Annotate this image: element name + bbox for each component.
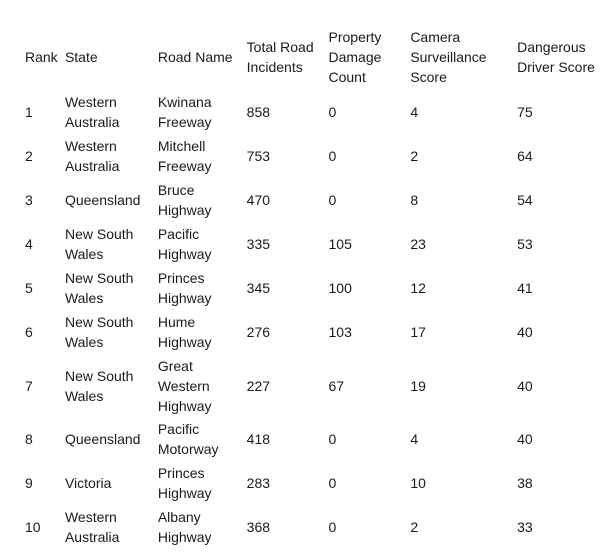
cell-camera-surveillance-score: 10 bbox=[410, 475, 426, 491]
cell-camera-surveillance-score: 4 bbox=[410, 431, 419, 447]
cell-camera-surveillance-score: 8 bbox=[410, 192, 419, 208]
cell-state: Western Australia bbox=[64, 94, 120, 130]
cell-camera-surveillance-score: 17 bbox=[410, 324, 426, 340]
table-row bbox=[22, 178, 612, 222]
cell-rank: 9 bbox=[25, 475, 33, 491]
cell-camera-surveillance-score: 23 bbox=[410, 236, 426, 252]
cell-total-road-incidents: 368 bbox=[246, 519, 271, 535]
cell-property-damage-count: 103 bbox=[328, 324, 352, 340]
cell-camera-surveillance-score: 19 bbox=[410, 377, 426, 394]
cell-dangerous-driver-score: 54 bbox=[517, 192, 533, 208]
cell-property-damage-count: 105 bbox=[328, 236, 352, 252]
cell-road-name: Pacific Highway bbox=[157, 226, 212, 262]
header-total-road-incidents: Total Road Incidents bbox=[246, 39, 314, 75]
header-state: State bbox=[64, 49, 98, 65]
cell-rank: 4 bbox=[25, 236, 33, 252]
cell-property-damage-count: 0 bbox=[328, 519, 337, 535]
cell-state: New South Wales bbox=[64, 314, 134, 350]
cell-state: New South Wales bbox=[64, 367, 134, 404]
cell-state: Queensland bbox=[64, 192, 141, 208]
cell-camera-surveillance-score: 12 bbox=[410, 280, 426, 296]
cell-camera-surveillance-score: 4 bbox=[410, 104, 419, 120]
cell-dangerous-driver-score: 33 bbox=[517, 519, 533, 535]
cell-total-road-incidents: 335 bbox=[246, 236, 271, 252]
cell-rank: 5 bbox=[25, 280, 33, 296]
cell-property-damage-count: 0 bbox=[328, 148, 337, 164]
cell-property-damage-count: 0 bbox=[328, 104, 337, 120]
header-property-damage-count: Property Damage Count bbox=[328, 29, 382, 85]
cell-road-name: Great Western Highway bbox=[157, 357, 212, 414]
cell-dangerous-driver-score: 40 bbox=[517, 324, 533, 340]
cell-camera-surveillance-score: 2 bbox=[410, 519, 419, 535]
cell-property-damage-count: 100 bbox=[328, 280, 352, 296]
cell-total-road-incidents: 276 bbox=[246, 324, 271, 340]
table-row bbox=[22, 461, 612, 505]
cell-dangerous-driver-score: 40 bbox=[517, 431, 533, 447]
table-row bbox=[22, 310, 612, 354]
table-row bbox=[22, 222, 612, 266]
cell-road-name: Mitchell Freeway bbox=[157, 138, 212, 174]
table-row bbox=[22, 90, 612, 134]
cell-dangerous-driver-score: 53 bbox=[517, 236, 533, 252]
header-dangerous-driver-score: Dangerous Driver Score bbox=[517, 39, 595, 75]
cell-state: Victoria bbox=[64, 475, 112, 491]
cell-dangerous-driver-score: 75 bbox=[517, 104, 533, 120]
table-row bbox=[22, 354, 612, 417]
table-row bbox=[22, 134, 612, 178]
cell-total-road-incidents: 418 bbox=[246, 431, 271, 447]
cell-rank: 3 bbox=[25, 192, 33, 208]
cell-dangerous-driver-score: 64 bbox=[517, 148, 533, 164]
cell-property-damage-count: 0 bbox=[328, 475, 337, 491]
cell-road-name: Princes Highway bbox=[157, 465, 212, 501]
table-row bbox=[22, 505, 612, 549]
cell-state: New South Wales bbox=[64, 226, 134, 262]
cell-total-road-incidents: 227 bbox=[246, 377, 271, 394]
cell-road-name: Princes Highway bbox=[157, 270, 212, 306]
cell-rank: 7 bbox=[25, 377, 33, 394]
cell-state: Western Australia bbox=[64, 509, 120, 545]
header-road-name: Road Name bbox=[157, 49, 233, 65]
cell-rank: 2 bbox=[25, 148, 33, 164]
cell-road-name: Albany Highway bbox=[157, 509, 212, 545]
cell-road-name: Hume Highway bbox=[157, 314, 212, 350]
cell-total-road-incidents: 858 bbox=[246, 104, 271, 120]
header-rank: Rank bbox=[25, 49, 58, 65]
cell-state: Western Australia bbox=[64, 138, 120, 174]
cell-total-road-incidents: 345 bbox=[246, 280, 271, 296]
cell-dangerous-driver-score: 41 bbox=[517, 280, 533, 296]
cell-rank: 10 bbox=[25, 519, 41, 535]
cell-property-damage-count: 0 bbox=[328, 431, 337, 447]
cell-state: Queensland bbox=[64, 431, 141, 447]
table-header-row bbox=[22, 24, 612, 90]
road-incidents-table bbox=[22, 24, 612, 549]
table-row bbox=[22, 266, 612, 310]
cell-total-road-incidents: 470 bbox=[246, 192, 271, 208]
cell-total-road-incidents: 283 bbox=[246, 475, 271, 491]
table-row bbox=[22, 417, 612, 461]
cell-road-name: Pacific Motorway bbox=[157, 421, 219, 457]
header-camera-surveillance-score: Camera Surveillance Score bbox=[410, 29, 487, 85]
cell-total-road-incidents: 753 bbox=[246, 148, 271, 164]
cell-property-damage-count: 67 bbox=[328, 377, 345, 394]
cell-dangerous-driver-score: 40 bbox=[517, 377, 533, 394]
cell-road-name: Bruce Highway bbox=[157, 182, 212, 218]
cell-rank: 6 bbox=[25, 324, 33, 340]
cell-dangerous-driver-score: 38 bbox=[517, 475, 533, 491]
cell-property-damage-count: 0 bbox=[328, 192, 337, 208]
cell-rank: 8 bbox=[25, 431, 33, 447]
cell-state: New South Wales bbox=[64, 270, 134, 306]
cell-camera-surveillance-score: 2 bbox=[410, 148, 419, 164]
cell-road-name: Kwinana Freeway bbox=[157, 94, 212, 130]
cell-rank: 1 bbox=[25, 104, 33, 120]
